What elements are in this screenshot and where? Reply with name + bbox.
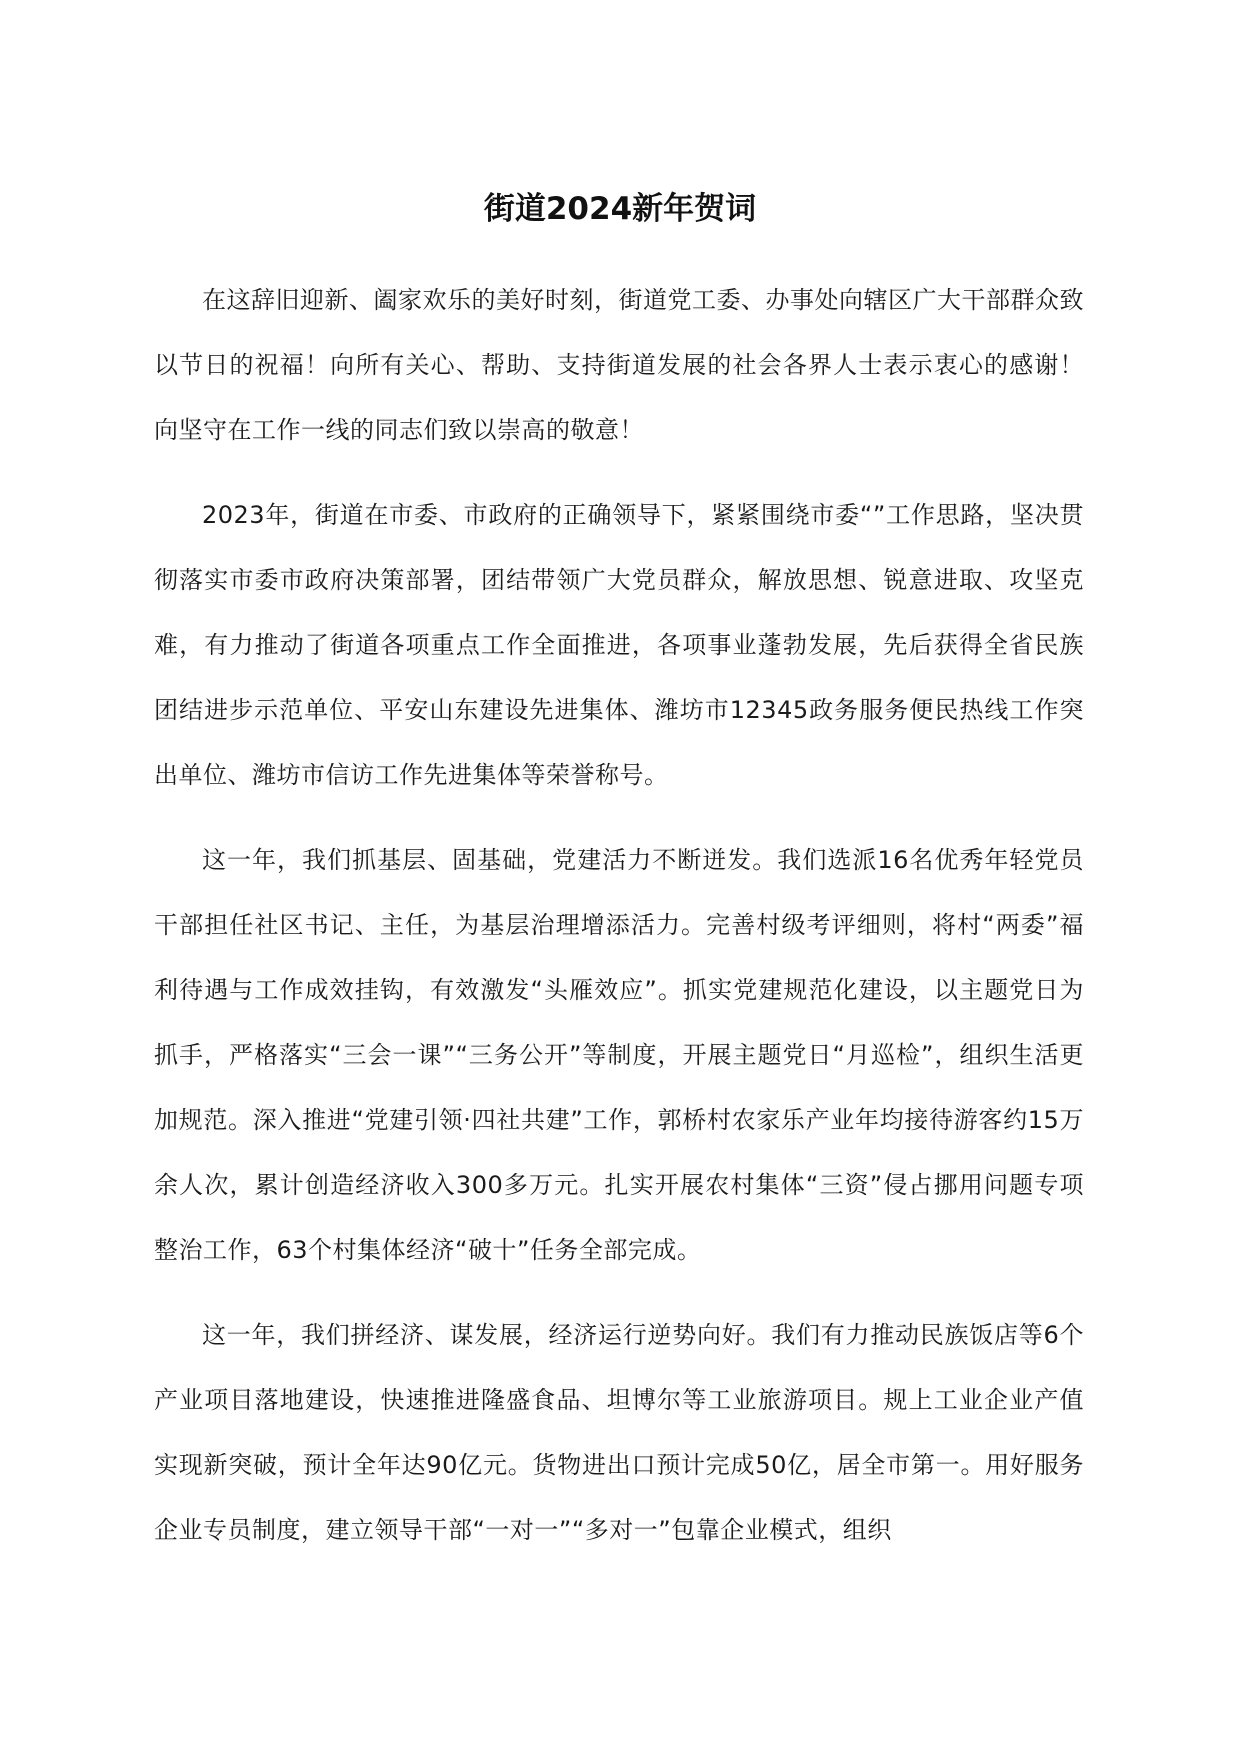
- paragraph-party-building: 这一年，我们抓基层、固基础，党建活力不断迸发。我们选派16名优秀年轻党员干部担任社区书记、主任，为基层治理增添活力。完善村级考评细则，将村“两委”福利待遇与工作成效挂钩，有效激发“头雁效应”。抓实党建规范化建设，以主题党日为抓手，严格落实“三会一课”“三务公开”等制度，开展主题党日“月巡检”，组织生活更加规范。深入推进“党建引领·四社共建”工作，郭桥村农家乐产业年均接待游客约15万余人次，累计创造经济收入300多万元。扎实开展农村集体“三资”侵占挪用问题专项整治工作，63个村集体经济“破十”任务全部完成。: [154, 846, 1084, 1264]
- document-title: 街道2024新年贺词: [483, 191, 757, 227]
- paragraph-economy: 这一年，我们拼经济、谋发展，经济运行逆势向好。我们有力推动民族饭店等6个产业项目落地建设，快速推进隆盛食品、坦博尔等工业旅游项目。规上工业企业产值实现新突破，预计全年达90亿元。货物进出口预计完成50亿，居全市第一。用好服务企业专员制度，建立领导干部“一对一”“多对一”包靠企业模式，组织: [154, 1321, 1084, 1544]
- paragraph-greeting: 在这辞旧迎新、阖家欢乐的美好时刻，街道党工委、办事处向辖区广大干部群众致以节日的祝福！向所有关心、帮助、支持街道发展的社会各界人士表示衷心的感谢！向坚守在工作一线的同志们致以崇高的敬意！: [154, 286, 1084, 444]
- document-body: [154, 268, 1084, 1583]
- paragraph-2023-review: 2023年，街道在市委、市政府的正确领导下，紧紧围绕市委“”工作思路，坚决贯彻落实市委市政府决策部署，团结带领广大党员群众，解放思想、锐意进取、攻坚克难，有力推动了街道各项重点工作全面推进，各项事业蓬勃发展，先后获得全省民族团结进步示范单位、平安山东建设先进集体、潍坊市12345政务服务便民热线工作突出单位、潍坊市信访工作先进集体等荣誉称号。: [154, 501, 1084, 789]
